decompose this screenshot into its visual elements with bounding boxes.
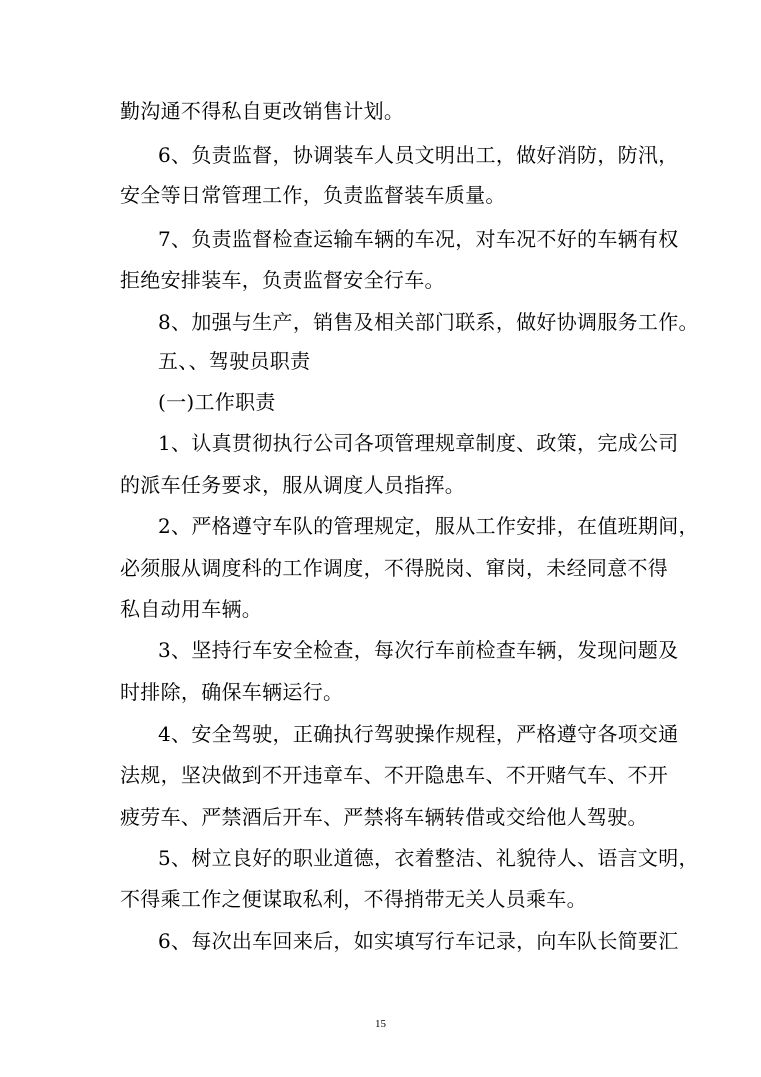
- duty-item-3-line-1: 3、坚持行车安全检查，每次行车前检查车辆，发现问题及: [158, 638, 679, 662]
- duty-item-2-line-2: 必须服从调度科的工作调度，不得脱岗、窜岗，未经同意不得: [120, 556, 669, 580]
- duty-item-4-line-3: 疲劳车、严禁酒后开车、严禁将车辆转借或交给他人驾驶。: [120, 805, 648, 829]
- duty-item-1-line-1: 1、认真贯彻执行公司各项管理规章制度、政策，完成公司: [158, 431, 679, 455]
- page-number: 15: [375, 1018, 386, 1030]
- text-line-continuation: 勤沟通不得私自更改销售计划。: [120, 99, 405, 123]
- duty-item-2-line-3: 私自动用车辆。: [120, 597, 263, 621]
- duty-item-4-line-2: 法规，坚决做到不开违章车、不开隐患车、不开赌气车、不开: [120, 763, 669, 787]
- duty-item-3-line-2: 时排除，确保车辆运行。: [120, 680, 344, 704]
- section-heading-driver-duties: 五、、驾驶员职责: [158, 349, 311, 373]
- list-item-6-line-1: 6、负责监督，协调装车人员文明出工，做好消防，防汛，: [158, 143, 679, 167]
- list-item-7-line-1: 7、负责监督检查运输车辆的车况，对车况不好的车辆有权: [158, 227, 679, 251]
- subsection-heading-work-duties: (一)工作职责: [158, 390, 276, 414]
- list-item-8: 8、加强与生产，销售及相关部门联系，做好协调服务工作。: [158, 310, 699, 334]
- duty-item-4-line-1: 4、安全驾驶，正确执行驾驶操作规程，严格遵守各项交通: [158, 722, 679, 746]
- duty-item-1-line-2: 的派车任务要求，服从调度人员指挥。: [120, 473, 466, 497]
- list-item-7-line-2: 拒绝安排装车，负责监督安全行车。: [120, 268, 445, 292]
- duty-item-5-line-2: 不得乘工作之便谋取私利，不得捎带无关人员乘车。: [120, 887, 587, 911]
- duty-item-6-line-1: 6、每次出车回来后，如实填写行车记录，向车队长简要汇: [158, 929, 679, 953]
- duty-item-2-line-1: 2、严格遵守车队的管理规定，服从工作安排，在值班期间，: [158, 514, 699, 538]
- list-item-6-line-2: 安全等日常管理工作，负责监督装车质量。: [120, 183, 506, 207]
- duty-item-5-line-1: 5、树立良好的职业道德，衣着整洁、礼貌待人、语言文明，: [158, 846, 699, 870]
